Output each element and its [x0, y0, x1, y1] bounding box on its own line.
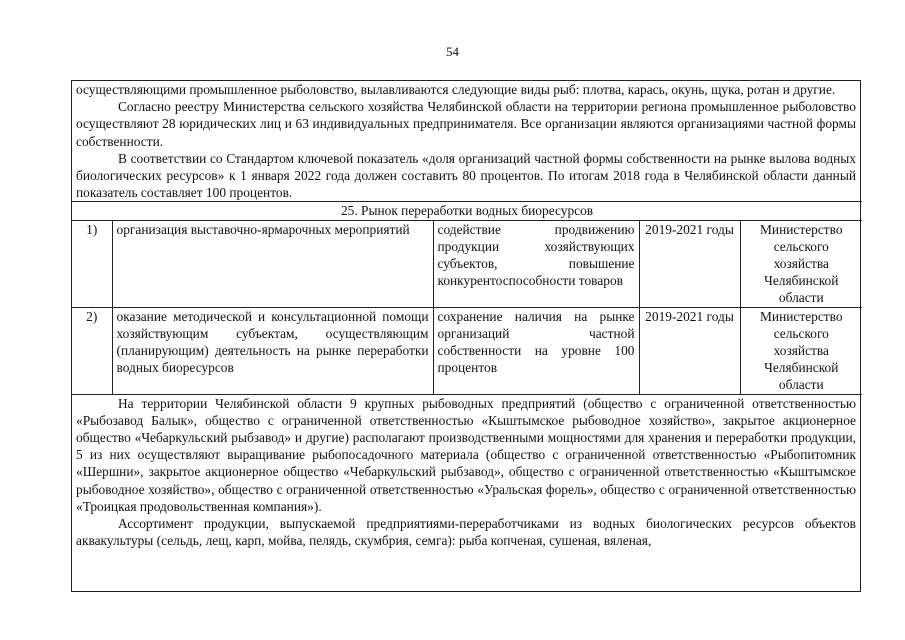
bottom-text — [72, 395, 860, 550]
row-action: оказание методической и консультационной помощи хозяйствующим субъектам, осуществляющим (планирующим) деятельность на рынке переработки водных биоресурсов — [112, 307, 433, 394]
row-result: содействие продвижению продукции хозяйствующих субъектов, повышение конкурентоспособности товаров — [433, 220, 639, 307]
top-text — [72, 81, 860, 201]
paragraph-enterprises: На территории Челябинской области 9 крупных рыбоводных предприятий (общество с ограниченной ответственностью «Рыбозавод Балык», общество с ограниченной ответственностью «Кыштымское рыбоводное хозяйство», закрытое акционерное общество «Чебаркульский рыбзавод» и другие) располагают производственными мощностями для хранения и переработки продукции, 5 из них осуществляют выращивание рыбопосадочного материала (общество с ограниченной ответственностью «Рыбопитомник «Шершни», закрытое акционерное общество «Чебаркульский рыбзавод», общество с ограниченной ответственностью «Кыштымское рыбоводное хозяйство», общество с ограниченной ответственностью «Уральская форель», общество с ограниченной ответственностью «Троицкая продовольственная компания»). — [76, 395, 856, 514]
row-responsible: Министерство сельского хозяйства Челябинской области — [740, 307, 862, 394]
table-section-row — [72, 202, 862, 220]
section-title: 25. Рынок переработки водных биоресурсов — [72, 202, 862, 220]
row-number: 1) — [72, 220, 112, 307]
row-period: 2019-2021 годы — [639, 220, 740, 307]
paragraph-indicator: В соответствии со Стандартом ключевой показатель «доля организаций частной формы собственности на рынке вылова водных биологических ресурсов» к 1 января 2022 года должен составить 80 процентов. По итогам 2018 года в Челябинской области данный показатель составляет 100 процентов. — [76, 150, 856, 201]
page-number: 54 — [446, 44, 459, 59]
document-frame — [71, 80, 861, 592]
table-row — [72, 307, 862, 394]
row-period: 2019-2021 годы — [639, 307, 740, 394]
table-row — [72, 220, 862, 307]
row-result: сохранение наличия на рынке организаций частной собственности на уровне 100 процентов — [433, 307, 639, 394]
paragraph-assortment: Ассортимент продукции, выпускаемой предприятиями-переработчиками из водных биологических ресурсов объектов аквакультуры (сельдь, лещ, карп, мойва, пелядь, скумбрия, семга): рыба копченая, сушеная, вяленая, — [76, 516, 856, 549]
row-action: организация выставочно-ярмарочных мероприятий — [112, 220, 433, 307]
paragraph-registry: Согласно реестру Министерства сельского хозяйства Челябинской области на территории региона промышленное рыболовство осуществляют 28 юридических лиц и 63 индивидуальных предпринимателя. Все организации являются организациями частной формы собственности. — [76, 99, 856, 149]
row-number: 2) — [72, 307, 112, 394]
row-responsible: Министерство сельского хозяйства Челябинской области — [740, 220, 862, 307]
paragraph-continuation: осуществляющими промышленное рыболовство, вылавливаются следующие виды рыб: плотва, карась, окунь, щука, ротан и другие. — [76, 82, 836, 97]
measures-table — [72, 201, 862, 394]
